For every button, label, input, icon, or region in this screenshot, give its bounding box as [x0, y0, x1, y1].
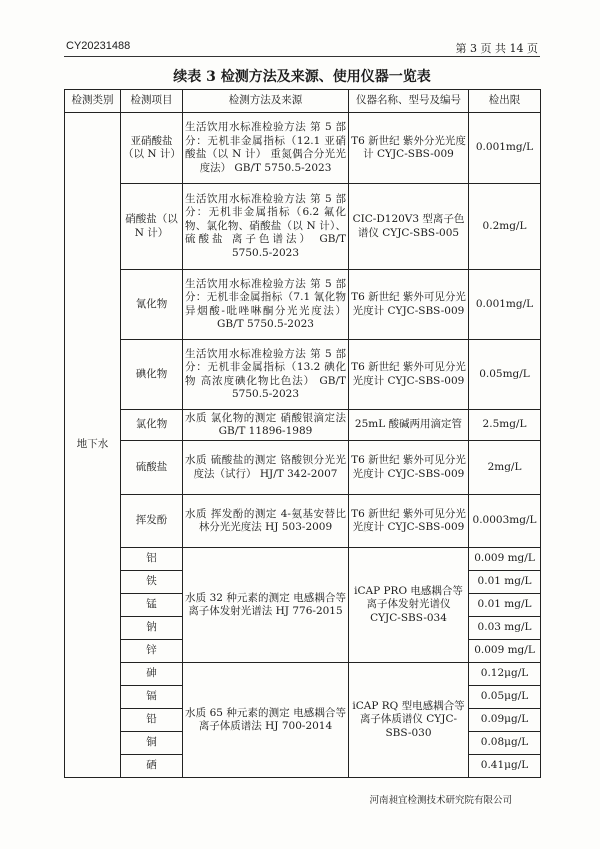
item-cell: 硝酸盐（以 N 计）: [121, 184, 183, 270]
item-cell: 氯化物: [121, 410, 183, 441]
item-cell: 挥发酚: [121, 495, 183, 548]
instrument-cell: T6 新世纪 紫外可见分光光度计 CYJC-SBS-009: [349, 441, 469, 495]
report-number: CY20231488: [66, 40, 131, 52]
limit-cell: 0.03 mg/L: [469, 617, 541, 640]
item-cell: 锰: [121, 594, 183, 617]
method-cell: 水质 挥发酚的测定 4-氨基安替比林分光光度法 HJ 503-2009: [183, 495, 349, 548]
method-cell: 生活饮用水标准检验方法 第 5 部分：无机非金属指标（12.1 亚硝酸盐（以 N 计） 重氮偶合分光光度法） GB/T 5750.5-2023: [183, 113, 349, 184]
limit-cell: 0.0003mg/L: [469, 495, 541, 548]
table-row: [65, 441, 541, 495]
item-cell: 锌: [121, 640, 183, 663]
limit-cell: 0.001mg/L: [469, 113, 541, 184]
method-cell: 生活饮用水标准检验方法 第 5 部分：无机非金属指标（7.1 氰化物 异烟酸-吡唑啉酮分光光度法） GB/T 5750.5-2023: [183, 270, 349, 340]
limit-cell: 0.009 mg/L: [469, 640, 541, 663]
item-cell: 亚硝酸盐（以 N 计）: [121, 113, 183, 184]
item-cell: 铅: [121, 709, 183, 732]
limit-cell: 0.009 mg/L: [469, 548, 541, 571]
limit-cell: 0.05mg/L: [469, 340, 541, 410]
limit-cell: 0.01 mg/L: [469, 594, 541, 617]
limit-cell: 0.09μg/L: [469, 709, 541, 732]
item-cell: 铜: [121, 732, 183, 755]
methods-table: [64, 89, 541, 778]
item-cell: 钠: [121, 617, 183, 640]
limit-cell: 2.5mg/L: [469, 410, 541, 441]
item-cell: 硫酸盐: [121, 441, 183, 495]
table-row: [65, 270, 541, 340]
item-cell: 砷: [121, 663, 183, 686]
table-row: [65, 548, 541, 571]
method-cell: 生活饮用水标准检验方法 第 5 部分：无机非金属指标（6.2 氟化物、氯化物、硝酸盐（以 N 计）、硫酸盐 离子色谱法） GB/T 5750.5-2023: [183, 184, 349, 270]
method-cell: 水质 硫酸盐的测定 铬酸钡分光光度法（试行） HJ/T 342-2007: [183, 441, 349, 495]
limit-cell: 0.01 mg/L: [469, 571, 541, 594]
limit-cell: 0.41μg/L: [469, 755, 541, 778]
table-row: [65, 410, 541, 441]
header-divider: [64, 56, 540, 57]
table-row: [65, 495, 541, 548]
item-cell: 硒: [121, 755, 183, 778]
table-row: [65, 184, 541, 270]
limit-cell: 2mg/L: [469, 441, 541, 495]
instrument-cell: CIC-D120V3 型离子色谱仪 CYJC-SBS-005: [349, 184, 469, 270]
item-cell: 铝: [121, 548, 183, 571]
table-header-row: [65, 90, 541, 113]
table-row: [65, 340, 541, 410]
instrument-cell: 25mL 酸碱两用滴定管: [349, 410, 469, 441]
method-cell-icp-oes: 水质 32 种元素的测定 电感耦合等离子体发射光谱法 HJ 776-2015: [183, 548, 349, 663]
limit-cell: 0.08μg/L: [469, 732, 541, 755]
col-header-category: 检测类别: [65, 90, 121, 113]
instrument-cell: T6 新世纪 紫外可见分光光度计 CYJC-SBS-009: [349, 340, 469, 410]
institute-name: 河南昶宜检测技术研究院有限公司: [369, 795, 512, 806]
col-header-item: 检测项目: [121, 90, 183, 113]
limit-cell: 0.05μg/L: [469, 686, 541, 709]
col-header-limit: 检出限: [469, 90, 541, 113]
method-cell-icp-ms: 水质 65 种元素的测定 电感耦合等离子体质谱法 HJ 700-2014: [183, 663, 349, 778]
instrument-cell: T6 新世纪 紫外可见分光光度计 CYJC-SBS-009: [349, 270, 469, 340]
limit-cell: 0.001mg/L: [469, 270, 541, 340]
table-row: [65, 113, 541, 184]
instrument-cell: T6 新世纪 紫外可见分光光度计 CYJC-SBS-009: [349, 495, 469, 548]
limit-cell: 0.12μg/L: [469, 663, 541, 686]
item-cell: 碘化物: [121, 340, 183, 410]
category-cell: 地下水: [65, 113, 121, 778]
limit-cell: 0.2mg/L: [469, 184, 541, 270]
col-header-instrument: 仪器名称、型号及编号: [349, 90, 469, 113]
method-cell: 水质 氯化物的测定 硝酸银滴定法 GB/T 11896-1989: [183, 410, 349, 441]
item-cell: 铁: [121, 571, 183, 594]
instrument-cell: T6 新世纪 紫外分光光度计 CYJC-SBS-009: [349, 113, 469, 184]
item-cell: 氰化物: [121, 270, 183, 340]
item-cell: 镉: [121, 686, 183, 709]
method-cell: 生活饮用水标准检验方法 第 5 部分：无机非金属指标（13.2 碘化物 高浓度碘化物比色法） GB/T 5750.5-2023: [183, 340, 349, 410]
instrument-cell-icp-ms: iCAP RQ 型电感耦合等离子体质谱仪 CYJC-SBS-030: [349, 663, 469, 778]
table-title: 续表 3 检测方法及来源、使用仪器一览表: [173, 69, 431, 85]
table-row: [65, 663, 541, 686]
page-indicator: 第 3 页 共 14 页: [455, 42, 538, 55]
col-header-method: 检测方法及来源: [183, 90, 349, 113]
instrument-cell-icp-oes: iCAP PRO 电感耦合等离子体发射光谱仪 CYJC-SBS-034: [349, 548, 469, 663]
